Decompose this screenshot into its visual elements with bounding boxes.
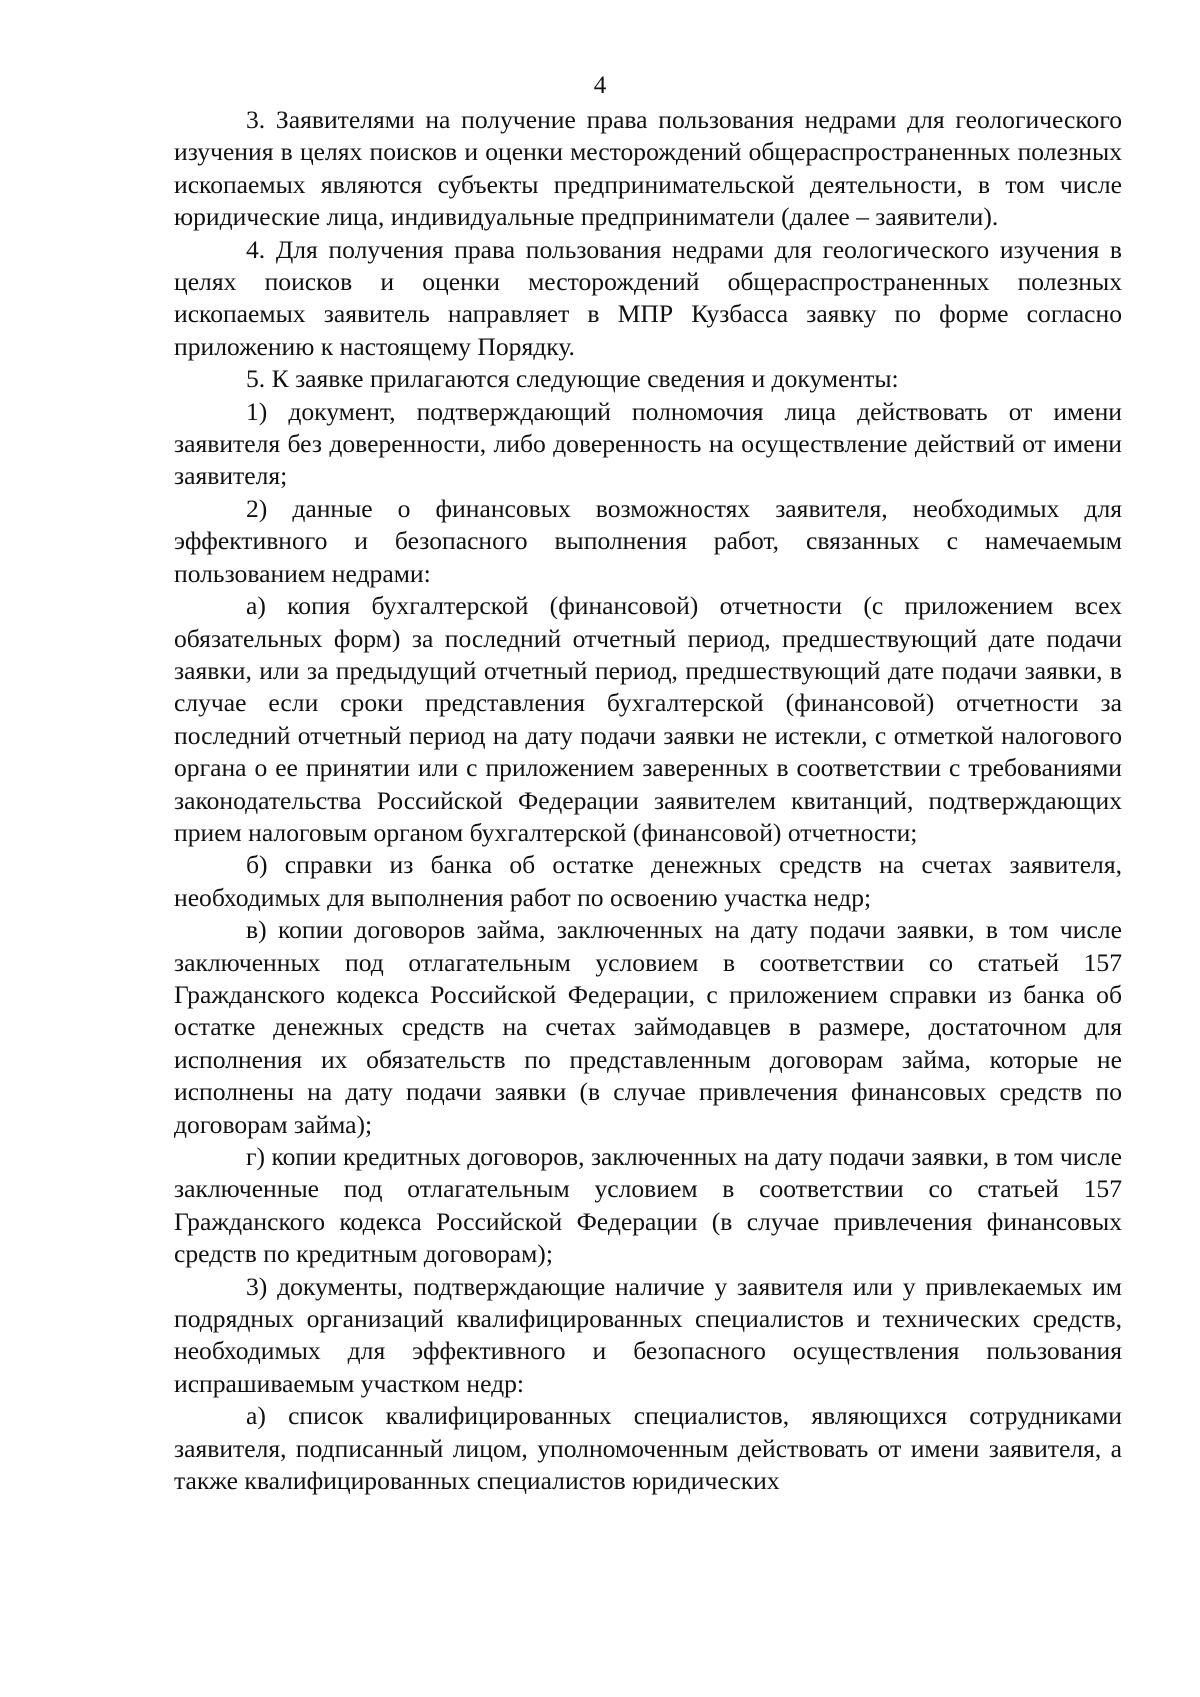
paragraph-item-5: 5. К заявке прилагаются следующие сведения и документы:: [246, 364, 899, 394]
page-number: 4: [593, 72, 607, 99]
subitem-2: 2) данные о финансовых возможностях заявителя, необходимых для эффективного и безопасного выполнения работ, связанных с намечаемым пользованием недрами:: [174, 493, 1122, 588]
subitem-2g: г) копии кредитных договоров, заключенных на дату подачи заявки, в том числе заключенные под отлагательным условием в соответствии со статьей 157 Гражданского кодекса Российской Федерации (в случае привлечения финансовых средств по кредитным договорам);: [174, 1142, 1122, 1269]
paragraph-item-4: 4. Для получения права пользования недрами для геологического изучения в целях поисков и оценки месторождений общераспространенных полезных ископаемых заявитель направляет в МПР Кузбасса заявку по форме согласно приложению к настоящему Порядку.: [174, 234, 1122, 361]
subitem-2b: б) справки из банка об остатке денежных средств на счетах заявителя, необходимых для выполнения работ по освоению участка недр;: [174, 850, 1122, 912]
subitem-1: 1) документ, подтверждающий полномочия лица действовать от имени заявителя без доверенности, либо доверенность на осуществление действий от имени заявителя;: [174, 396, 1122, 491]
subitem-3: 3) документы, подтверждающие наличие у заявителя или у привлекаемых им подрядных организаций квалифицированных специалистов и технических средств, необходимых для эффективного и безопасного осуществления пользования испрашиваемым участком недр:: [174, 1271, 1122, 1398]
subitem-2v: в) копии договоров займа, заключенных на дату подачи заявки, в том числе заключенных под отлагательным условием в соответствии со статьей 157 Гражданского кодекса Российской Федерации, с приложением справки из банка об остатке денежных средств на счетах займодавцев в размере, достаточном для исполнения их обязательств по представленным договорам займа, которые не исполнены на дату подачи заявки (в случае привлечения финансовых средств по договорам займа);: [174, 915, 1122, 1139]
subitem-2a: а) копия бухгалтерской (финансовой) отчетности (с приложением всех обязательных форм) за последний отчетный период, предшествующий дате подачи заявки, или за предыдущий отчетный период, предшествующий дате подачи заявки, в случае если сроки представления бухгалтерской (финансовой) отчетности за последний отчетный период на дату подачи заявки не истекли, с отметкой налогового органа о ее принятии или с приложением заверенных в соответствии с требованиями законодательства Российской Федерации заявителем квитанций, подтверждающих прием налоговым органом бухгалтерской (финансовой) отчетности;: [174, 591, 1122, 847]
document-body: [174, 104, 1122, 1497]
paragraph-item-3: 3. Заявителями на получение права пользования недрами для геологического изучения в целях поисков и оценки месторождений общераспространенных полезных ископаемых являются субъекты предпринимательской деятельности, в том числе юридические лица, индивидуальные предприниматели (далее – заявители).: [174, 105, 1122, 232]
subitem-3a: а) список квалифицированных специалистов, являющихся сотрудниками заявителя, подписанный лицом, уполномоченным действовать от имени заявителя, а также квалифицированных специалистов юридических: [174, 1401, 1122, 1496]
